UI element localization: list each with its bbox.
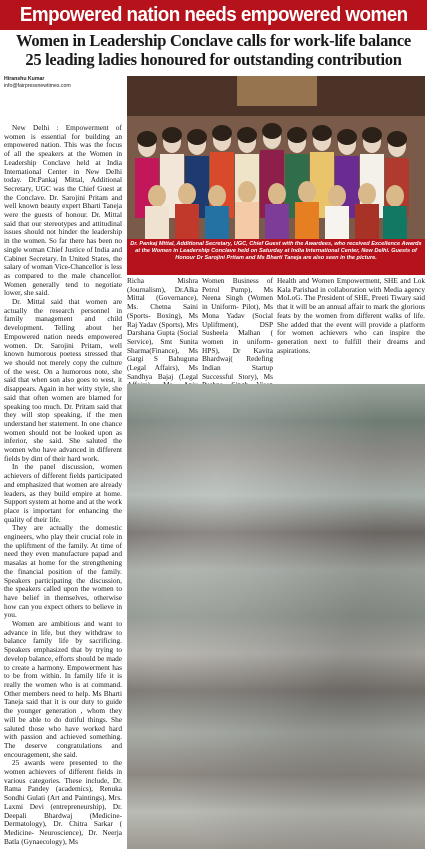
article-column-2 bbox=[127, 277, 198, 382]
article-paragraph: In the panel discussion, women achievers of different fields participated and emphasized that women are already leaders, as they build empire at home. Support system at home and at the work place is important for enhancing the quality of their life. bbox=[4, 462, 122, 524]
article-paragraph: Women Business of Petrol Pump), Ms Neena Singh (Women in Uniform- Pilot), Ms Mona Yadav (Social Upliftment), DSP Susheela Malhan ( women in uniform- HPS), Dr Kavita Bhardwaj( Redefing Indian Startup Successful Story), Ms bbox=[202, 276, 273, 381]
article-paragraph: Dr. Mittal said that women are actually the research personnel in family management and child development. Telling about her Empowered nation needs empowered women. Dr. Sarojini Pritam, well known humorous poetess stressed that we should not merely copy the culture of the west. On a humorous note, she said that when son also goes to west, it disappears. Again in her witty style, she said that often women are blamed for speaking too much. Dr. Pritam said that they will stop speaking, if the men understand her statement. In one chance women should not be looked upon as inferior, she said. She saluted the women who have advanced in different fields by dint of their hard work. bbox=[4, 297, 122, 463]
group-photo bbox=[127, 76, 425, 239]
article-paragraph: They are actually the domestic engineers, who play their crucial role in the upliftment of the family. At time of need they even manufacture papad and masalas at home for the strengthening the financial position of the family. Speakers participating the discussion, the speakers called upon the women to have belief in themselves, otherwise how can you expect others to believe in you. bbox=[4, 523, 122, 620]
byline-name: Hiranshu Kumar bbox=[4, 76, 45, 82]
headline: Empowered nation needs empowered women bbox=[19, 3, 408, 26]
headline-banner bbox=[0, 0, 427, 30]
subheadline-line-2: 25 leading ladies honoured for outstanding contribution bbox=[25, 50, 402, 69]
article-paragraph: Health and Women Empowerment, SHE and Lok Kala Parishad in collaboration with Media agency MoLoG. The President of SHE, Preeti Tiwary said that it will be an annual affair to mark the glorious feats by the women from different walks of life. She added that the event will provide a platform for women achievers who can inspire the generation next to fulfill their dreams and aspirations. bbox=[277, 276, 425, 355]
article-column-4 bbox=[277, 277, 425, 382]
article-paragraph: Richa Mishra (Journalism), Dr.Alka Mittal (Governance), Ms. Chetna Saini (Sports- Boxing), Ms Raj Yadav (Sports), Mrs Darshana Gupta (Social Service), Smt Sunita Sharma(Finance), Ms Gargi S Bahuguna (Legal Affairs), Ms Sandhya Bajaj (Legal bbox=[127, 276, 198, 381]
article-paragraph: Women are ambitious and want to advance in life, but they withdraw to balance family life by sacrificing. Speakers emphasized that by trying to develop balance, efforts should be made to create a harmony. Empowerment has to be from within. In family life it is really the women who is at command. Other members need to help. Ms Bharti Taneja said that it is our duty to guide the younger generation , whom they will be able to do dutiful things. She saluted those who have worked hard with passion and achieved something. The deserve congratulations and encouragement, she said. bbox=[4, 619, 122, 759]
article-column-1 bbox=[4, 124, 122, 849]
byline-email: info@fairpressnewtimes.com bbox=[4, 82, 71, 89]
byline bbox=[4, 76, 71, 89]
article-column-3 bbox=[202, 277, 273, 382]
article-paragraph: New Delhi : Empowerment of women is essential for building an empowered nation. This was the focus of all the speakers at the Women in Leadership Conclave held at India International Center in New Delhi today. Dr.Pankaj Mittal, Additional Secretary, UGC was the Chief Guest at the Conclave. Dr. Sarojini Pritam and well known beauty expert Bharti Taneja were the guests of honour. Dr. Mittal said that our stereotypes and attitudinal issues should not hinder the leadership in the women. So far there has been no single woman Chief Justice of India and Cabinet Secretary. In United States, the salary of woman Vice-Chancellor is less as compared to the male chancellor. Women generally tend to negotiate lower, she said. bbox=[4, 123, 122, 298]
article-paragraph: 25 awards were presented to the women achievers of different fields in various categories. These include, Dr. Rama Pandey (academics), Renuka Sondhi Gulati (Art and Paintings), Mrs. Laxmi Devi (entrepreneurship), Dr. Deepali Bhardwaj (Medicine-Dermatology), Dr. Chitra Sarkar ( Medicine- Neuroscience), Dr. Neerja Batla (Gynaecology), Ms bbox=[4, 758, 122, 846]
blurred-region bbox=[127, 384, 425, 849]
group-photo-illustration bbox=[127, 76, 425, 239]
photo-caption: Dr. Pankaj Mittal, Additional Secretary, UGC, Chief Guest with the Awardees, who received Excellence Awards at the Women in Leadership Conclave held on Saturday at India International Center, New Delhi. Guests of Honour Dr Sarojini Pritam and Ms Bharti Taneja are also seen in the picture. bbox=[127, 239, 425, 275]
subheadline-line-1: Women in Leadership Conclave calls for work-life balance bbox=[16, 31, 411, 50]
